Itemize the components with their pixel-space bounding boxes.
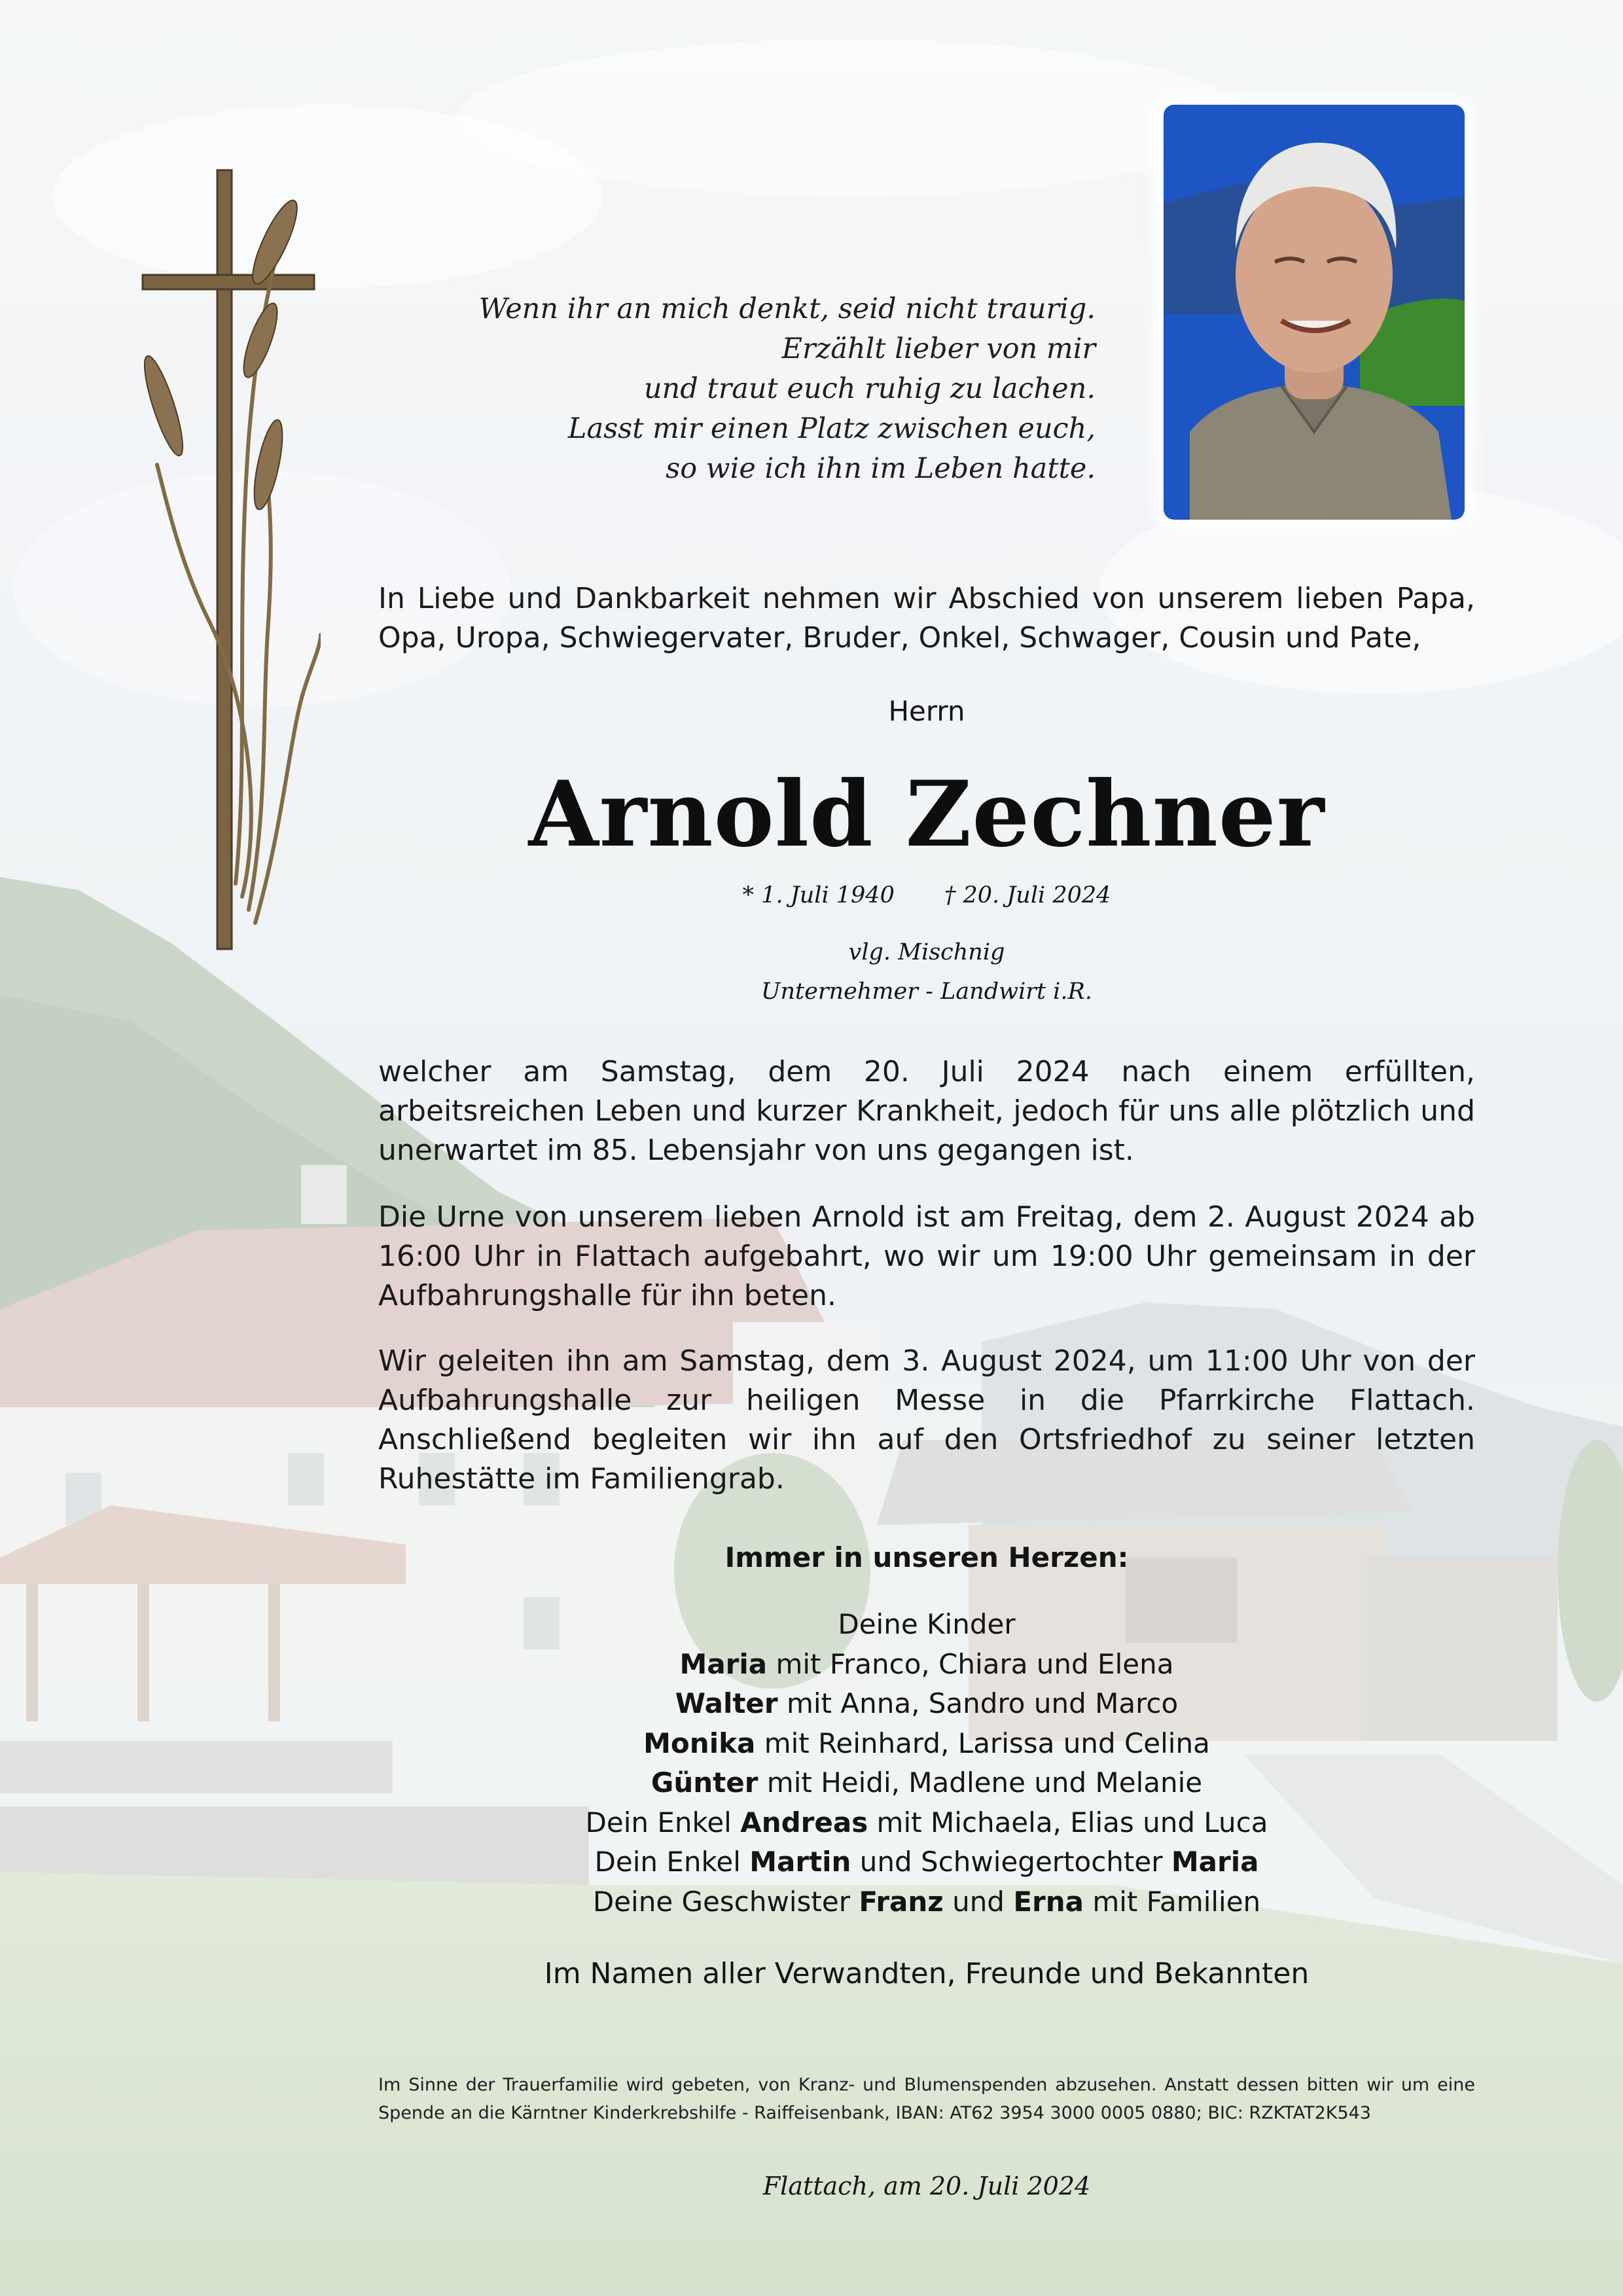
family-name: Martin (749, 1846, 851, 1878)
occupation: Unternehmer - Landwirt i.R. (761, 978, 1092, 1005)
family-name: Franz (859, 1885, 944, 1918)
quote-line: Wenn ihr an mich denkt, seid nicht traurig. (478, 293, 1096, 325)
family-list (378, 1605, 1475, 1922)
family-line (378, 1645, 1475, 1685)
family-text: mit Heidi, Madlene und Melanie (758, 1767, 1203, 1799)
memorial-quote (393, 289, 1096, 489)
family-text: mit Reinhard, Larissa und Celina (755, 1727, 1210, 1759)
quote-line: so wie ich ihn im Leben hatte. (666, 452, 1096, 485)
family-name: Erna (1013, 1885, 1084, 1918)
hearts-title: Immer in unseren Herzen: (724, 1541, 1129, 1573)
passing-paragraph: welcher am Samstag, dem 20. Juli 2024 nach einem erfüllten, arbeitsreichen Leben und kurzer Krankheit, jedoch für uns alle plötzlich und unerwartet im 85. Lebensjahr von uns gegangen ist. (378, 1055, 1475, 1167)
family-line (378, 1605, 1475, 1645)
family-line (378, 1803, 1475, 1843)
family-text: Dein Enkel (594, 1846, 750, 1878)
life-dates (378, 882, 1475, 908)
portrait-photo (1164, 105, 1465, 520)
intro-paragraph: In Liebe und Dankbarkeit nehmen wir Abschied von unserem lieben Papa, Opa, Uropa, Schwiegervater, Bruder, Onkel, Schwager, Cousin und Pate, (378, 582, 1475, 655)
quote-line: Lasst mir einen Platz zwischen euch, (567, 412, 1096, 445)
family-text: mit Michaela, Elias und Luca (868, 1806, 1268, 1839)
family-text: Dein Enkel (585, 1806, 741, 1839)
family-line (378, 1763, 1475, 1803)
family-line (378, 1684, 1475, 1724)
family-text: und Schwiegertochter (851, 1846, 1171, 1878)
family-name: Maria (679, 1647, 768, 1680)
birth-date: * 1. Juli 1940 (742, 882, 895, 908)
family-name: Monika (643, 1727, 756, 1759)
salutation: Herrn (888, 695, 965, 727)
family-name: Andreas (740, 1806, 868, 1839)
farm-name: vlg. Mischnig (848, 939, 1005, 965)
funeral-paragraph: Wir geleiten ihn am Samstag, dem 3. August 2024, um 11:00 Uhr von der Aufbahrungshalle zur heiligen Messe in die Pfarrkirche Flattach. Anschließend begleiten wir ihn auf den Ortsfriedhof zu seiner letzten Ruhestätte im Familiengrab. (378, 1344, 1475, 1496)
family-line (378, 1724, 1475, 1764)
family-text: mit Franco, Chiara und Elena (767, 1647, 1174, 1680)
quote-line: und traut euch ruhig zu lachen. (643, 372, 1096, 405)
family-name: Günter (651, 1767, 758, 1799)
family-line (378, 1882, 1475, 1922)
family-text: mit Familien (1083, 1885, 1261, 1918)
quote-line: Erzählt lieber von mir (781, 332, 1096, 365)
family-text: Deine Kinder (838, 1608, 1016, 1640)
family-name: Maria (1171, 1846, 1259, 1878)
deceased-name: Arnold Zechner (528, 761, 1325, 867)
viewing-paragraph: Die Urne von unserem lieben Arnold ist am Freitag, dem 2. August 2024 ab 16:00 Uhr in Flattach aufgebahrt, wo wir um 19:00 Uhr gemeinsam in der Aufbahrungshalle für ihn beten. (378, 1200, 1475, 1312)
family-line (378, 1842, 1475, 1882)
donation-note: Im Sinne der Trauerfamilie wird gebeten, von Kranz- und Blumenspenden abzusehen. Anstatt dessen bitten wir um eine Spende an die Kärntner Kinderkrebshilfe - Raiffeisenbank, IBAN: AT62 3954 3000 0005 0880; BIC: RZKTAT2K543 (378, 2075, 1475, 2123)
death-date: † 20. Juli 2024 (944, 882, 1111, 908)
family-text: Deine Geschwister (592, 1885, 859, 1918)
cross-with-wheat-icon (137, 164, 321, 962)
closing-line: Im Namen aller Verwandten, Freunde und Bekannten (544, 1957, 1310, 1990)
family-text: mit Anna, Sandro und Marco (777, 1687, 1179, 1719)
family-name: Walter (675, 1687, 778, 1719)
family-text: und (943, 1885, 1014, 1918)
place-and-date: Flattach, am 20. Juli 2024 (762, 2172, 1091, 2200)
